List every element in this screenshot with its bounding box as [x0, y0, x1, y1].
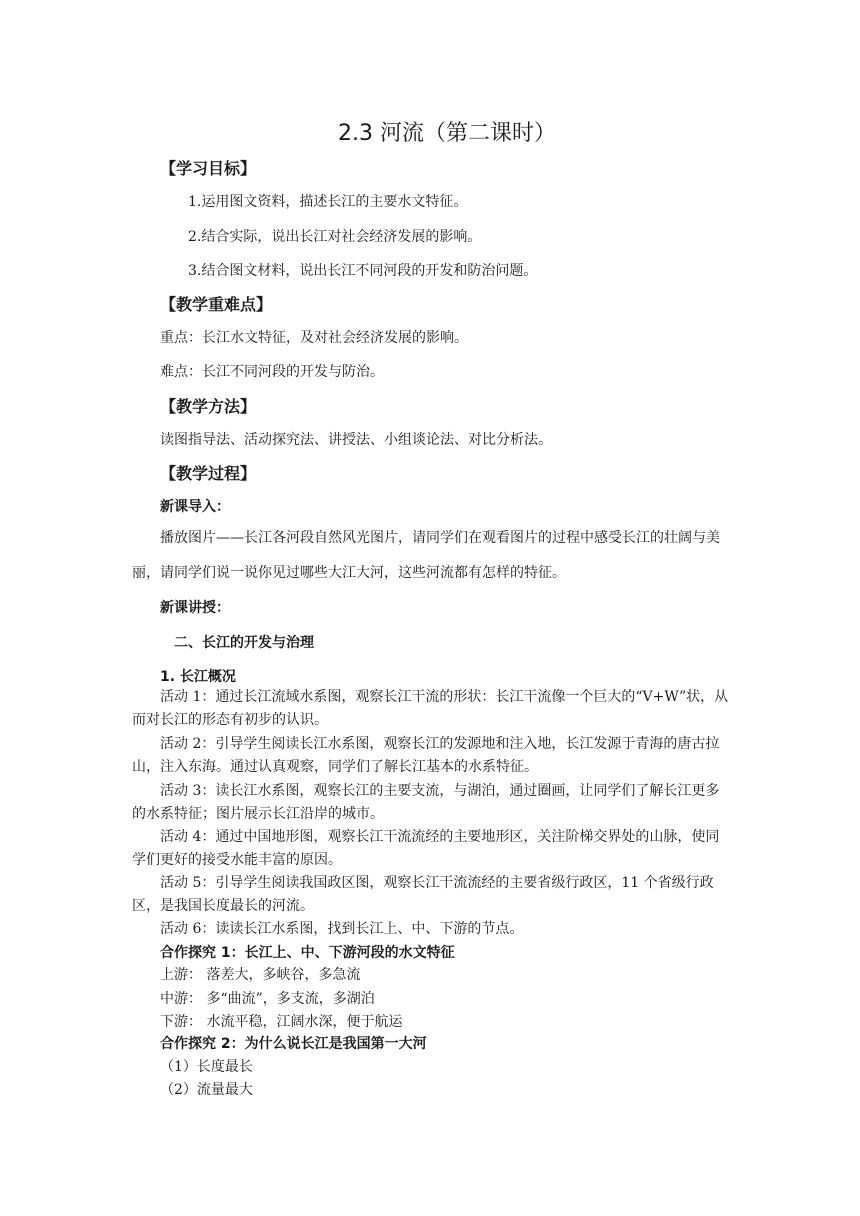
method-text: 读图指导法、活动探究法、讲授法、小组谈论法、对比分析法。 — [160, 432, 552, 448]
overview-heading: 1. 长江概况 — [160, 669, 236, 685]
activity-2: 活动 2：引导学生阅读长江水系图，观察长江的发源地和注入地，长江发源于青海的唐古拉山，注入东海。通过认真观察，同学们了解长江基本的水系特征。 — [132, 736, 720, 775]
goal-item-3: 3.结合图文材料，说出长江不同河段的开发和防治问题。 — [188, 263, 538, 279]
difficulty-text: 难点：长江不同河段的开发与防治。 — [160, 364, 384, 380]
key-point-text: 重点：长江水文特征，及对社会经济发展的影响。 — [160, 330, 468, 346]
lecture-heading: 新课讲授： — [160, 600, 230, 616]
coop1-item-downstream: 下游： 水流平稳，江阔水深，便于航运 — [160, 1014, 403, 1030]
activity-6: 活动 6：读读长江水系图，找到长江上、中、下游的节点。 — [160, 921, 524, 937]
activity-3: 活动 3：读长江水系图，观察长江的主要支流，与湖泊，通过圈画，让同学们了解长江更多的水系特征；图片展示长江沿岸的城市。 — [132, 783, 720, 822]
activity-4: 活动 4：通过中国地形图，观察长江干流流经的主要地形区，关注阶梯交界处的山脉，使同学们更好的接受水能丰富的原因。 — [132, 829, 720, 868]
method-heading: 【教学方法】 — [160, 397, 257, 416]
coop2-item-2: （2）流量最大 — [160, 1082, 253, 1098]
activity-1: 活动 1：通过长江流域水系图，观察长江干流的形状：长江干流像一个巨大的“V+W”状，从而对长江的形态有初步的认识。 — [132, 689, 729, 728]
sub-heading: 二、长江的开发与治理 — [174, 635, 314, 651]
goal-item-1: 1.运用图文资料，描述长江的主要水文特征。 — [188, 194, 468, 210]
intro-heading: 新课导入： — [160, 499, 230, 515]
coop1-item-upstream: 上游： 落差大，多峡谷，多急流 — [160, 967, 361, 983]
goal-item-2: 2.结合实际，说出长江对社会经济发展的影响。 — [188, 229, 482, 245]
goals-heading: 【学习目标】 — [160, 159, 257, 178]
key-points-heading: 【教学重难点】 — [160, 295, 273, 314]
coop1-item-midstream: 中游： 多“曲流”，多支流，多湖泊 — [160, 991, 375, 1007]
process-heading: 【教学过程】 — [160, 464, 257, 483]
coop2-heading: 合作探究 2：为什么说长江是我国第一大河 — [160, 1036, 427, 1052]
coop1-heading: 合作探究 1：长江上、中、下游河段的水文特征 — [160, 945, 455, 961]
activity-5: 活动 5：引导学生阅读我国政区图，观察长江干流流经的主要省级行政区，11 个省级行政区，是我国长度最长的河流。 — [132, 875, 714, 914]
intro-paragraph: 播放图片——长江各河段自然风光图片，请同学们在观看图片的过程中感受长江的壮阔与美丽，请同学们说一说你见过哪些大江大河，这些河流都有怎样的特征。 — [132, 530, 720, 581]
document-title: 2.3 河流（第二课时） — [338, 121, 556, 146]
coop2-item-1: （1）长度最长 — [160, 1059, 253, 1075]
